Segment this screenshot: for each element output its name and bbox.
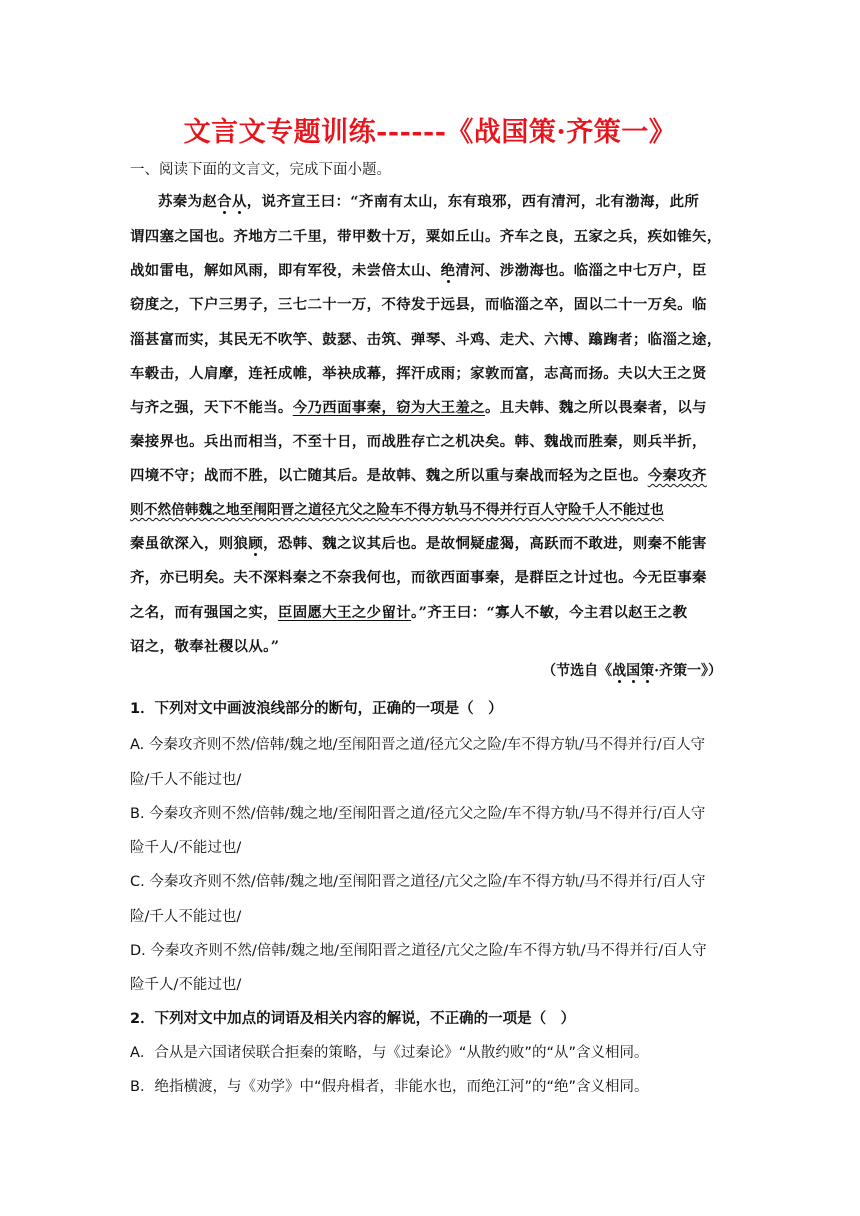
passage-line bbox=[130, 498, 664, 518]
page-title: 文言文专题训练------《战国策·齐策一》 bbox=[183, 117, 677, 148]
passage-text: 。”齐王曰：“寡人不敏，今主君以赵王之教 bbox=[411, 604, 688, 621]
passage-line bbox=[130, 532, 707, 553]
passage-text: ，说齐宣王曰：“齐南有太山，东有琅邪，西有清河，北有渤海，此所 bbox=[246, 193, 700, 210]
passage-line: 秦接界也。兵出而相当，不至十日，而战胜存亡之机决矣。韩、魏战而胜秦，则兵半折， bbox=[130, 433, 707, 450]
underlined-sentence: 今乃西面事秦，窃为大王羞之 bbox=[292, 399, 485, 416]
dotted-char: 合 bbox=[217, 193, 232, 210]
dotted-char: 策 bbox=[640, 663, 655, 679]
option-c: C. 今秦攻齐则不然/倍韩/魏之地/至闱阳晋之道径/亢父之险/车不得方轨/马不得并行/百人守 bbox=[130, 874, 706, 890]
option-b: B．绝指横渡，与《劝学》中“假舟楫者，非能水也，而绝江河”的“绝”含义相同。 bbox=[130, 1079, 649, 1095]
passage-text: 与齐之强，天下不能当。 bbox=[130, 399, 293, 416]
option-d: D. 今秦攻齐则不然/倍韩/魏之地/至闱阳晋之道径/亢父之险/车不得方轨/马不得并行/百人守 bbox=[130, 943, 707, 959]
passage-line: 齐，亦已明矣。夫不深料秦之不奈我何也，而欲西面事秦，是群臣之计过也。今无臣事秦 bbox=[130, 569, 707, 586]
passage-line bbox=[130, 464, 707, 485]
passage-line bbox=[130, 396, 707, 417]
question-stem: 2．下列对文中加点的词语及相关内容的解说，不正确的一项是（ ） bbox=[130, 1011, 576, 1027]
passage-text: 秦虽欲深入，则狼 bbox=[130, 535, 249, 552]
passage-line bbox=[130, 601, 687, 622]
source-citation bbox=[542, 660, 722, 680]
passage-text: 。且夫韩、魏之所以畏秦者，以与 bbox=[484, 399, 707, 416]
dotted-char: 战 bbox=[612, 663, 627, 679]
passage-line: 淄甚富而实，其民无不吹竽、鼓瑟、击筑、弹琴、斗鸡、走犬、六博、蹹踘者；临淄之途， bbox=[130, 331, 722, 348]
passage-line: 谓四塞之国也。齐地方二千里，带甲数十万，粟如丘山。齐车之良，五家之兵，疾如锥矢， bbox=[130, 228, 722, 245]
passage-line: 车毂击，人肩摩，连衽成帷，举袂成幕，挥汗成雨；家敦而富，志高而扬。夫以大王之贤 bbox=[130, 365, 707, 382]
passage-text: ，恐韩、魏之议其后也。是故恫疑虚猲，高跃而不敢进，则秦不能害 bbox=[263, 535, 707, 552]
passage-text: 战如雷电，解如风雨，即有军役，未尝倍太山、 bbox=[130, 262, 441, 279]
dotted-char: 顾 bbox=[248, 535, 264, 552]
passage-line: 窃度之，下户三男子，三七二十一万，不待发于远县，而临淄之卒，固以二十一万矣。临 bbox=[130, 296, 707, 313]
passage-text: 四境不守；战而不胜，以亡随其后。是故韩、魏之所以重与秦战而轻为之臣也。 bbox=[130, 467, 648, 484]
section-heading: 一、阅读下面的文言文，完成下面小题。 bbox=[130, 162, 391, 178]
option-a-cont: 险/千人不能过也/ bbox=[130, 772, 242, 788]
option-c-cont: 险/千人不能过也/ bbox=[130, 909, 242, 925]
option-b-cont: 险千人/不能过也/ bbox=[130, 840, 242, 856]
wavy-underlined-text: 今秦攻齐 bbox=[647, 467, 707, 484]
dotted-char: 从 bbox=[231, 193, 247, 210]
option-b: B. 今秦攻齐则不然/倍韩/魏之地/至闱阳晋之道/径亢父之险/车不得方轨/马不得并行/百人守 bbox=[130, 806, 706, 822]
question-stem: 1．下列对文中画波浪线部分的断句，正确的一项是（ ） bbox=[130, 701, 503, 717]
dotted-char: 国 bbox=[626, 663, 641, 679]
option-a: A．合从是六国诸侯联合拒秦的策略，与《过秦论》“从散约败”的“从”含义相同。 bbox=[130, 1045, 649, 1061]
passage-text: 之名，而有强国之实， bbox=[130, 604, 278, 621]
passage-line bbox=[158, 190, 699, 211]
source-text: （节选自《 bbox=[542, 663, 613, 679]
source-text: ·齐策一》） bbox=[654, 663, 722, 679]
underlined-sentence: 臣固愿大王之少留计 bbox=[277, 604, 412, 621]
passage-text: 清河、涉渤海也。临淄之中七万户，臣 bbox=[455, 262, 707, 279]
option-d-cont: 险千人/不能过也/ bbox=[130, 977, 242, 993]
option-a: A. 今秦攻齐则不然/倍韩/魏之地/至闱阳晋之道/径亢父之险/车不得方轨/马不得并行/百人守 bbox=[130, 737, 706, 753]
passage-text: 苏秦为赵 bbox=[158, 193, 218, 210]
wavy-underlined-text: 则不然倍韩魏之地至闱阳晋之道径亢父之险车不得方轨马不得并行百人守险千人不能过也 bbox=[130, 502, 664, 518]
dotted-char: 绝 bbox=[440, 262, 456, 279]
passage-line bbox=[130, 259, 707, 280]
passage-line: 诏之，敬奉社稷以从。” bbox=[130, 638, 280, 655]
